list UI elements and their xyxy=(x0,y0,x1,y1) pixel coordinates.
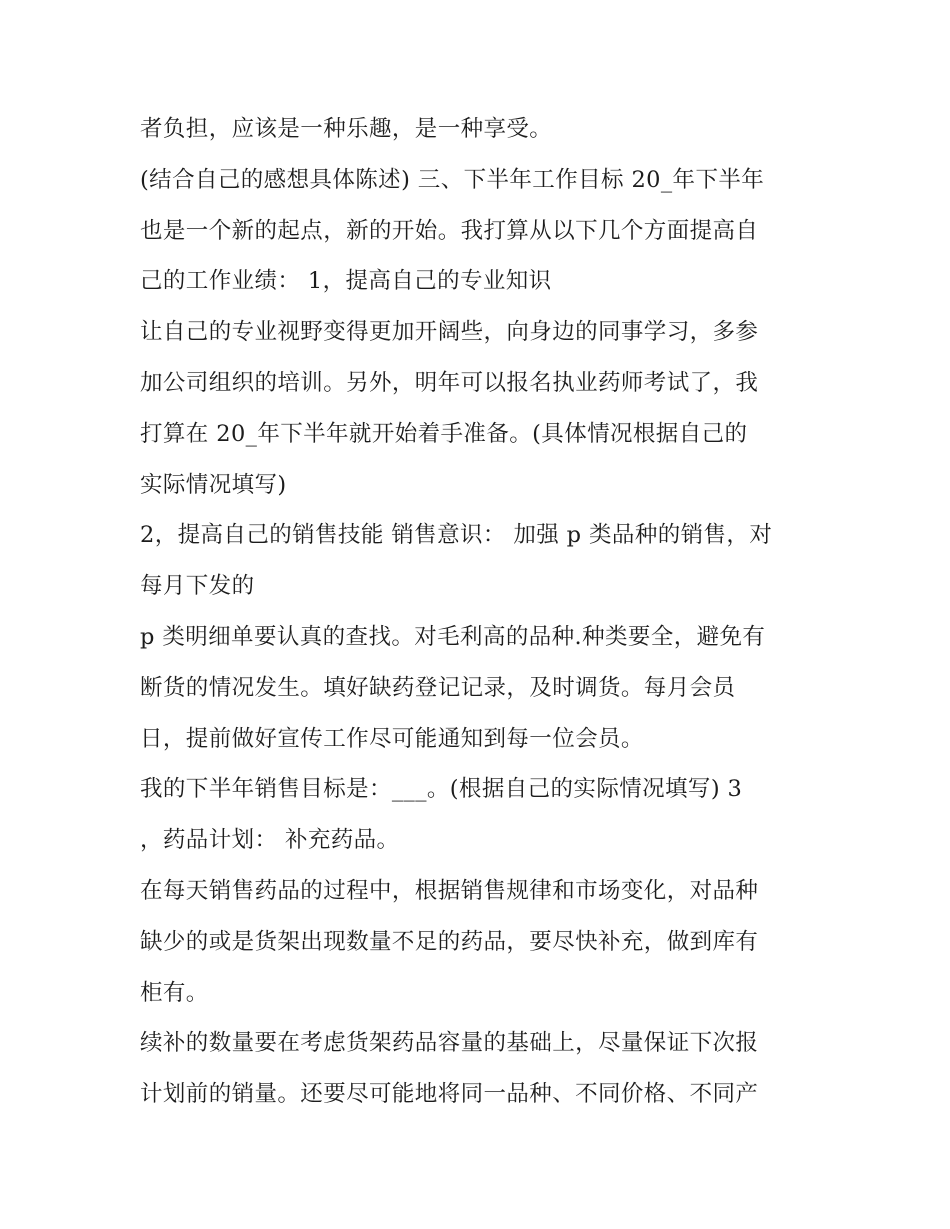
text-line: ，药品计划： 补充药品。 xyxy=(140,827,400,854)
text-line: p 类明细单要认真的查找。对毛利高的品种.种类要全，避免有 xyxy=(140,623,766,650)
text-line: 让自己的专业视野变得更加开阔些，向身边的同事学习，多参 xyxy=(140,319,759,346)
document-body xyxy=(140,104,820,1120)
text-line: 续补的数量要在考虑货架药品容量的基础上，尽量保证下次报 xyxy=(140,1030,759,1057)
text-line: 也是一个新的起点，新的开始。我打算从以下几个方面提高自 xyxy=(140,217,759,244)
text-line: 每月下发的 xyxy=(140,573,255,600)
text-line: 实际情况填写) xyxy=(140,471,287,498)
text-line: 柜有。 xyxy=(140,979,209,1006)
text-line: 者负担，应该是一种乐趣，是一种享受。 xyxy=(140,116,553,142)
text-line: 计划前的销量。还要尽可能地将同一品种、不同价格、不同产 xyxy=(140,1081,759,1108)
text-line: 打算在 20_年下半年就开始着手准备。(具体情况根据自己的 xyxy=(140,420,748,447)
text-line: 我的下半年销售目标是：___。(根据自己的实际情况填写) 3 xyxy=(140,776,743,803)
text-line: 在每天销售药品的过程中，根据销售规律和市场变化，对品种 xyxy=(140,877,759,904)
text-line: 断货的情况发生。填好缺药登记记录，及时调货。每月会员 xyxy=(140,674,736,701)
text-line: 缺少的或是货架出现数量不足的药品，要尽快补充，做到库有 xyxy=(140,928,759,955)
text-line: 己的工作业绩： 1，提高自己的专业知识 xyxy=(140,268,552,295)
text-line: 日，提前做好宣传工作尽可能通知到每一位会员。 xyxy=(140,725,644,752)
text-line: (结合自己的感想具体陈述) 三、下半年工作目标 20_年下半年 xyxy=(140,166,765,193)
text-line: 2，提高自己的销售技能 销售意识： 加强 p 类品种的销售，对 xyxy=(140,522,773,549)
text-line: 加公司组织的培训。另外，明年可以报名执业药师考试了，我 xyxy=(140,369,759,396)
